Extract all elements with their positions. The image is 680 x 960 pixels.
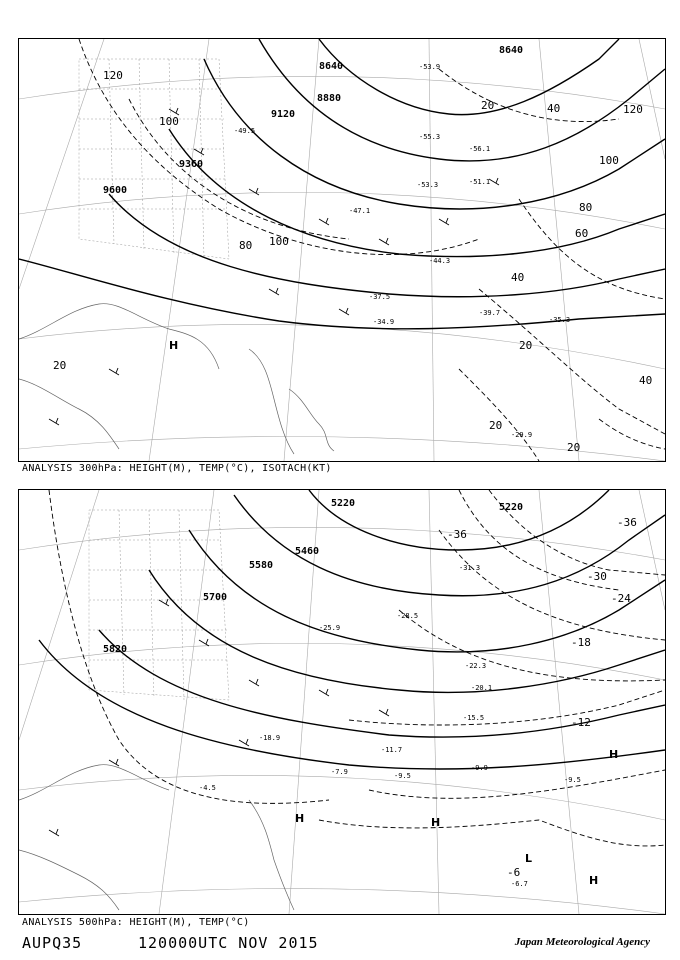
temperature-sample: -25.9 [319, 624, 341, 632]
isotach-label: 40 [511, 271, 525, 284]
isotach-label: 20 [519, 339, 533, 352]
temperature-sample: -39.7 [479, 309, 501, 317]
map-300hpa [19, 39, 665, 461]
height-label: 5580 [249, 560, 274, 571]
height-label: 8640 [319, 61, 344, 72]
temperature-samples [199, 564, 581, 888]
height-label: 9120 [271, 109, 296, 120]
analysis-timestamp: 120000UTC NOV 2015 [138, 934, 319, 952]
temperature-sample: -9.5 [394, 772, 411, 780]
isotach-label: 120 [623, 103, 643, 116]
isotherm-label: -24 [611, 592, 631, 605]
graticule [19, 39, 665, 461]
isotach-label: 40 [547, 102, 561, 115]
isotach-label: 100 [599, 154, 619, 167]
temperature-sample: -47.1 [349, 207, 371, 215]
low-pressure-center: L [525, 852, 533, 865]
height-label: 5220 [499, 502, 524, 513]
temperature-sample: -6.7 [511, 880, 528, 888]
isotherm-label: -18 [571, 636, 591, 649]
height-contours [19, 39, 665, 329]
height-label: 5460 [295, 546, 320, 557]
isotherm-label: -12 [571, 716, 591, 729]
temperature-sample: -29.9 [511, 431, 533, 439]
isotach-label: 20 [53, 359, 67, 372]
temperature-sample: -7.9 [331, 768, 348, 776]
wind-barbs [49, 599, 389, 836]
height-label: 5820 [103, 644, 128, 655]
isotherm-label: -6 [507, 866, 521, 879]
temperature-sample: -11.7 [381, 746, 403, 754]
caption-500hpa: ANALYSIS 500hPa: HEIGHT(M), TEMP(°C) [22, 917, 250, 928]
temperature-sample: -53.3 [417, 181, 439, 189]
isotach-label: 80 [579, 201, 593, 214]
temperature-sample: -15.5 [463, 714, 485, 722]
coastline [19, 765, 294, 910]
temperature-sample: -49.5 [234, 127, 256, 135]
temperature-sample: -53.9 [419, 63, 441, 71]
temperature-sample: -37.5 [369, 293, 391, 301]
isotach-label: 80 [239, 239, 253, 252]
map-500hpa-panel [18, 489, 666, 915]
high-pressure-center: H [431, 816, 441, 829]
height-label: 5700 [203, 592, 228, 603]
high-pressure-center: H [609, 748, 619, 761]
high-pressure-center: H [169, 339, 179, 352]
temperature-sample: -4.5 [199, 784, 216, 792]
temperature-sample: -18.9 [259, 734, 281, 742]
jet-core-hatch [79, 59, 229, 259]
height-label: 9600 [103, 185, 128, 196]
temperature-sample: -9.9 [471, 764, 488, 772]
caption-300hpa: ANALYSIS 300hPa: HEIGHT(M), TEMP(°C), ISOTACH(KT) [22, 463, 332, 474]
isotach-label: 20 [567, 441, 581, 454]
height-label: 8880 [317, 93, 342, 104]
height-label: 5220 [331, 498, 356, 509]
isotach-label: 20 [481, 99, 495, 112]
graticule [19, 490, 665, 914]
isotach-label: 60 [575, 227, 589, 240]
temperature-sample: -55.3 [419, 133, 441, 141]
temperature-sample: -9.5 [564, 776, 581, 784]
isotach-label: 100 [159, 115, 179, 128]
agency-credit: Japan Meteorological Agency [514, 936, 650, 948]
temperature-sample: -22.3 [465, 662, 487, 670]
high-pressure-center: H [295, 812, 305, 825]
isotherm-label: -36 [617, 516, 637, 529]
temperature-sample: -56.1 [469, 145, 491, 153]
temperature-sample: -51.1 [469, 178, 491, 186]
map-500hpa [19, 490, 665, 914]
isotach-label: 20 [489, 419, 503, 432]
product-code: AUPQ35 [22, 934, 83, 952]
temperature-sample: -34.9 [373, 318, 395, 326]
height-label: 9360 [179, 159, 204, 170]
isotach-label: 100 [269, 235, 289, 248]
temperature-sample: -28.5 [397, 612, 419, 620]
isotherm-label: -36 [447, 528, 467, 541]
temperature-sample: -35.3 [549, 316, 571, 324]
temperature-sample: -20.1 [471, 684, 493, 692]
isotach-labels [53, 69, 652, 454]
isotherm-contours [49, 490, 665, 846]
high-pressure-center: H [589, 874, 599, 887]
temperature-sample: -44.3 [429, 257, 451, 265]
temperature-sample: -31.3 [459, 564, 481, 572]
isotach-label: 40 [639, 374, 653, 387]
map-300hpa-panel [18, 38, 666, 462]
height-label: 8640 [499, 45, 524, 56]
isotach-label: 120 [103, 69, 123, 82]
isotherm-label: -30 [587, 570, 607, 583]
